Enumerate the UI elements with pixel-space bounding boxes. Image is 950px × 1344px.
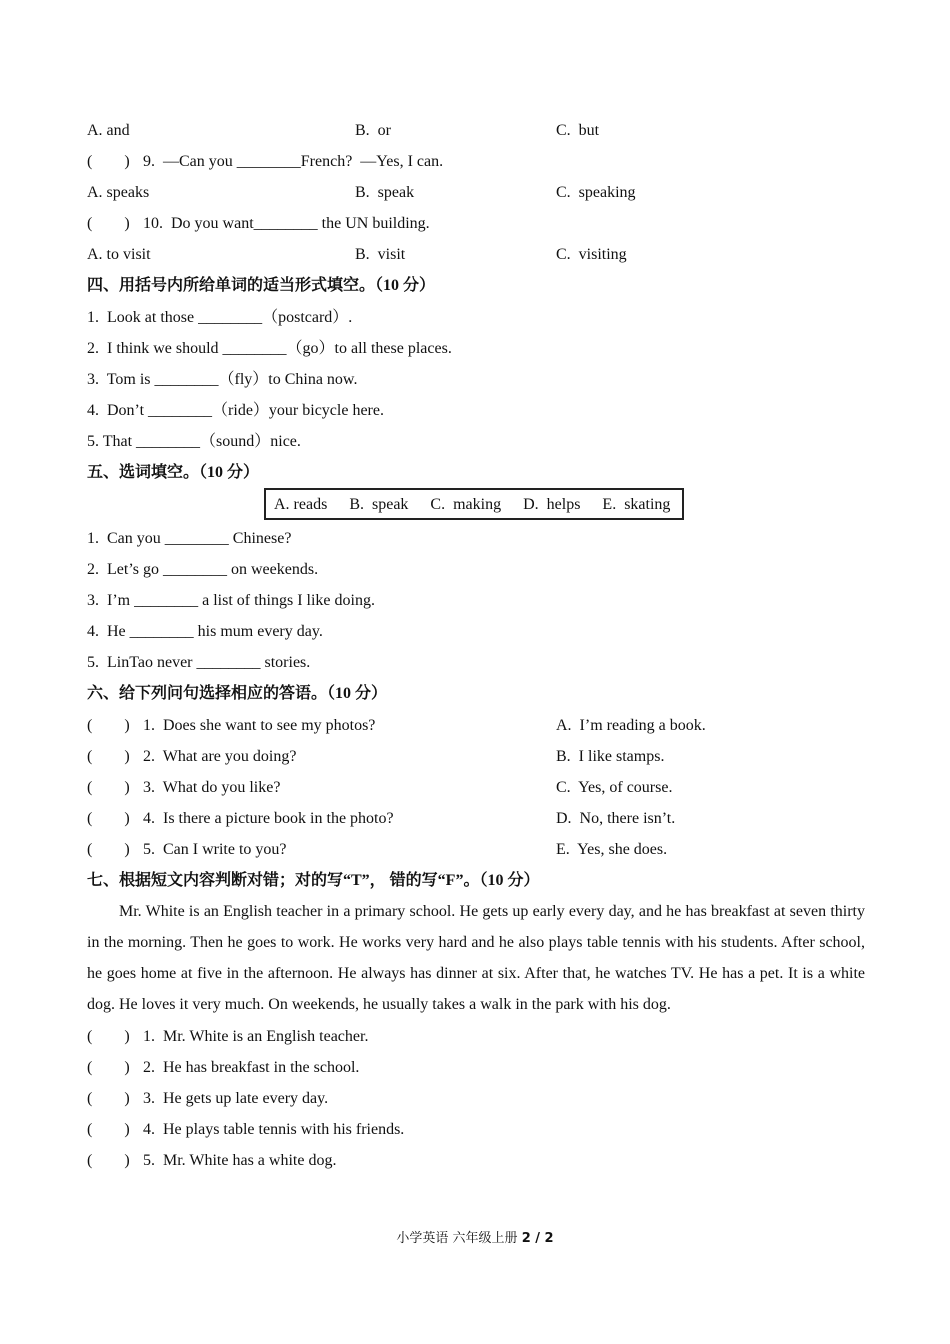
section-6-question: [87, 710, 375, 741]
word-bank-word: B. speak: [349, 496, 409, 513]
section-4-item: 4. Don’t ________（ride）your bicycle here.: [87, 402, 384, 419]
page-footer: [0, 1227, 950, 1246]
section-7-item: [87, 1114, 404, 1145]
statement-text: 5. Mr. White has a white dog.: [143, 1152, 337, 1169]
statement-text: 2. He has breakfast in the school.: [143, 1059, 360, 1076]
answer-paren[interactable]: ( ): [87, 748, 130, 765]
word-bank-box: [264, 488, 684, 520]
section-6-answer: B. I like stamps.: [556, 748, 665, 765]
word-bank-word: A. reads: [274, 496, 328, 513]
section-5-item: 3. I’m ________ a list of things I like doing.: [87, 592, 375, 609]
statement-text: 3. He gets up late every day.: [143, 1090, 329, 1107]
word-bank-word: E. skating: [602, 496, 671, 513]
question-10: [87, 208, 430, 239]
section-6-question: [87, 803, 394, 834]
question-9: [87, 146, 443, 177]
section-4-item: 1. Look at those ________（postcard）.: [87, 309, 353, 326]
section-6-title: 六、给下列问句选择相应的答语。（10 分）: [87, 685, 388, 702]
section-6-question: [87, 772, 280, 803]
answer-paren[interactable]: ( ): [87, 1152, 130, 1169]
answer-paren[interactable]: ( ): [87, 1059, 130, 1076]
section-6-answer: C. Yes, of course.: [556, 779, 673, 796]
question-text: 4. Is there a picture book in the photo?: [143, 810, 394, 827]
section-4-item: 3. Tom is ________（fly）to China now.: [87, 371, 358, 388]
answer-paren[interactable]: ( ): [87, 717, 130, 734]
section-5-item: 2. Let’s go ________ on weekends.: [87, 561, 319, 578]
section-7-title: 七、根据短文内容判断对错；对的写“T”， 错的写“F”。（10 分）: [87, 872, 540, 889]
answer-paren[interactable]: ( ): [87, 810, 130, 827]
section-5-item: 4. He ________ his mum every day.: [87, 623, 323, 640]
question-text: 1. Does she want to see my photos?: [143, 717, 376, 734]
footer-label: 小学英语 六年级上册: [396, 1231, 518, 1246]
q8-option-a: A. and: [87, 122, 130, 139]
statement-text: 1. Mr. White is an English teacher.: [143, 1028, 369, 1045]
section-4-item: 2. I think we should ________（go）to all these places.: [87, 340, 452, 357]
answer-paren[interactable]: ( ): [87, 1121, 130, 1138]
q9-option-c: C. speaking: [556, 184, 636, 201]
section-5-item: 1. Can you ________ Chinese?: [87, 530, 292, 547]
question-text: 5. Can I write to you?: [143, 841, 287, 858]
word-bank-word: D. helps: [523, 496, 581, 513]
q10-option-b: B. visit: [355, 246, 406, 263]
section-4-item: 5. That ________（sound）nice.: [87, 433, 301, 450]
section-6-answer: A. I’m reading a book.: [556, 717, 706, 734]
q10-option-a: A. to visit: [87, 246, 151, 263]
q8-option-c: C. but: [556, 122, 600, 139]
answer-paren[interactable]: ( ): [87, 1090, 130, 1107]
statement-text: 4. He plays table tennis with his friends.: [143, 1121, 405, 1138]
section-6-answer: D. No, there isn’t.: [556, 810, 676, 827]
answer-paren[interactable]: ( ): [87, 779, 130, 796]
answer-paren[interactable]: ( ): [87, 1028, 130, 1045]
answer-paren[interactable]: ( ): [87, 841, 130, 858]
answer-paren[interactable]: ( ): [87, 215, 130, 232]
section-7-item: [87, 1083, 328, 1114]
q9-option-b: B. speak: [355, 184, 415, 201]
q8-option-b: B. or: [355, 122, 391, 139]
word-bank-word: C. making: [430, 496, 502, 513]
section-6-answer: E. Yes, she does.: [556, 841, 668, 858]
section-4-title: 四、用括号内所给单词的适当形式填空。（10 分）: [87, 277, 436, 294]
question-text: 9. —Can you ________French? —Yes, I can.: [143, 153, 444, 170]
question-text: 3. What do you like?: [143, 779, 281, 796]
reading-passage: Mr. White is an English teacher in a primary school. He gets up early every day, and he has breakfast at seven thirty in the morning. Then he goes to work. He works very hard and he also plays table tennis with his students. After school, he goes home at five in the afternoon. He always has dinner at six. After that, he watches TV. He has a pet. It is a white dog. He loves it very much. On weekends, he usually takes a walk in the park with his dog.: [87, 903, 865, 1013]
question-text: 2. What are you doing?: [143, 748, 297, 765]
section-6-question: [87, 741, 296, 772]
section-5-item: 5. LinTao never ________ stories.: [87, 654, 311, 671]
question-text: 10. Do you want________ the UN building.: [143, 215, 430, 232]
answer-paren[interactable]: ( ): [87, 153, 130, 170]
section-7-item: [87, 1052, 359, 1083]
section-7-item: [87, 1145, 336, 1176]
page-number: 2 / 2: [521, 1231, 554, 1246]
section-6-question: [87, 834, 287, 865]
section-7-item: [87, 1021, 368, 1052]
section-5-title: 五、选词填空。（10 分）: [87, 464, 260, 481]
q9-option-a: A. speaks: [87, 184, 150, 201]
q10-option-c: C. visiting: [556, 246, 627, 263]
